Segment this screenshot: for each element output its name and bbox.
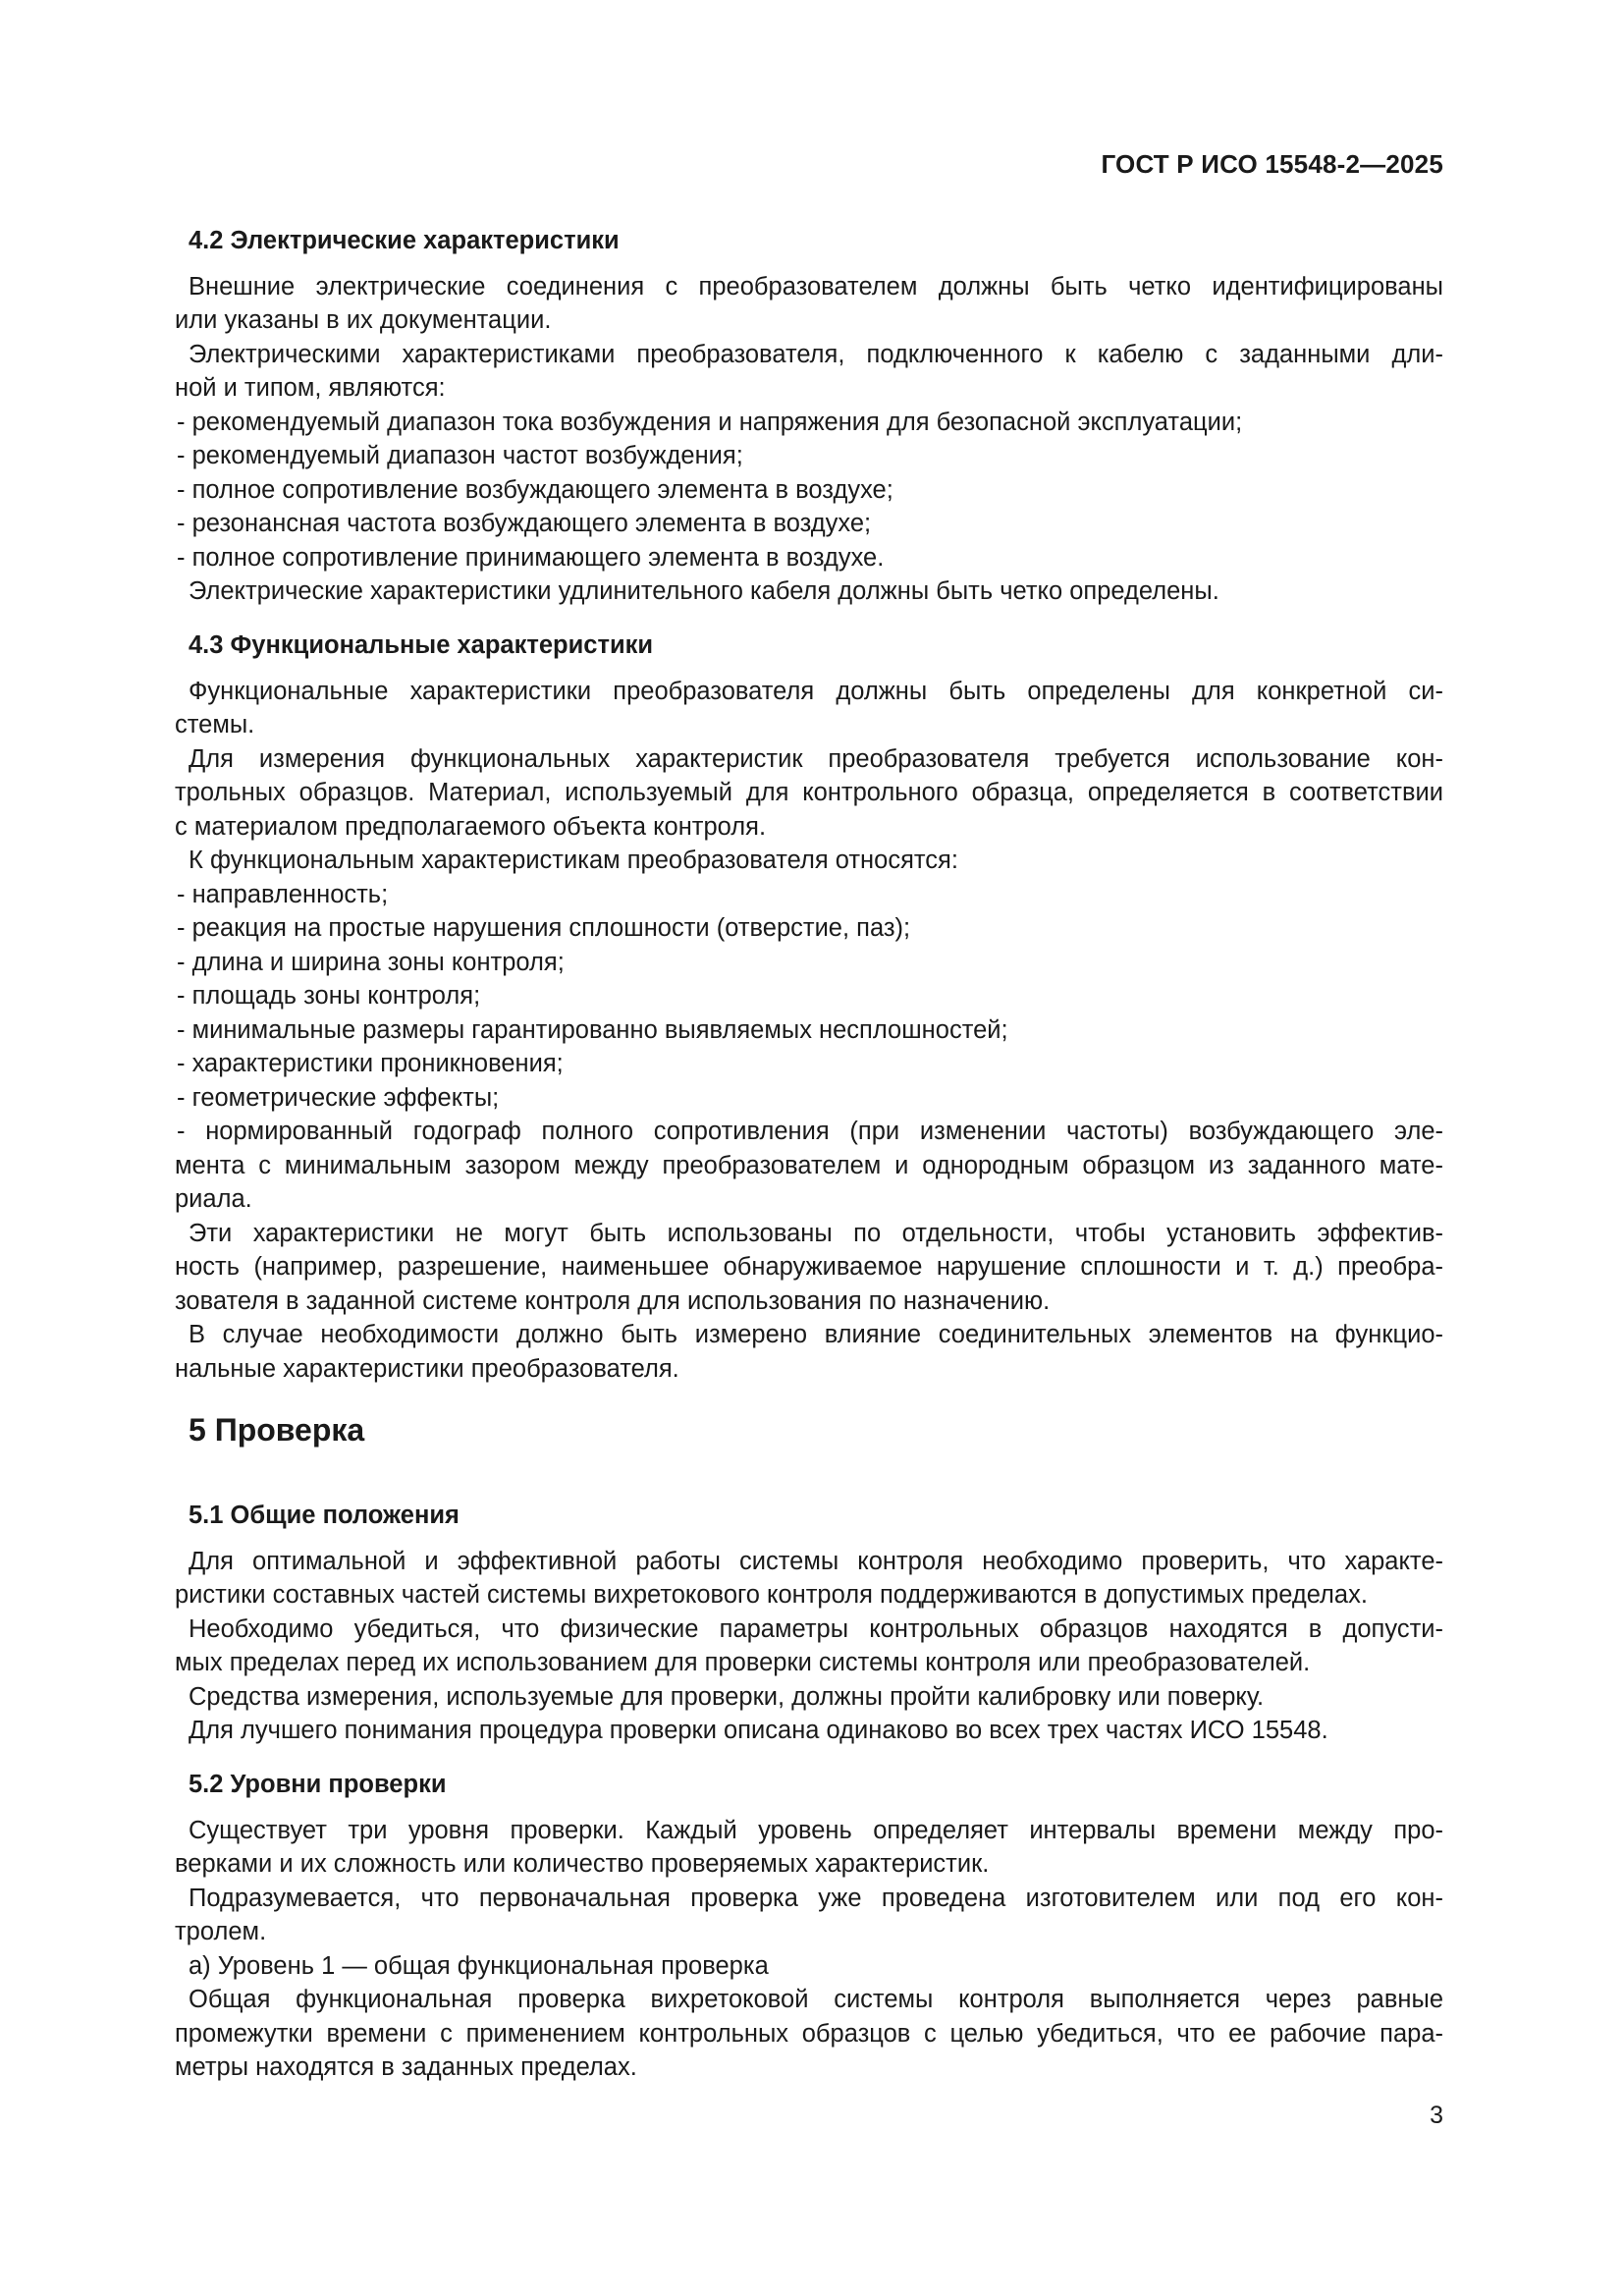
paragraph <box>175 1545 1443 1613</box>
paragraph: Средства измерения, используемые для проверки, должны пройти калибровку или поверку. <box>189 1682 1265 1711</box>
paragraph <box>175 1882 1443 1949</box>
text-line: Для измерения функциональных характеристик преобразователя требуется использование кон- <box>189 744 1443 773</box>
page-number: 3 <box>1430 2102 1443 2129</box>
paragraph <box>175 270 1443 338</box>
list-item: - рекомендуемый диапазон тока возбуждения и напряжения для безопасной эксплуатации; <box>177 408 1243 436</box>
text-line: трольных образцов. Материал, используемый для контрольного образца, определяется в соответствии <box>175 779 1443 806</box>
text-line: нальные характеристики преобразователя. <box>175 1354 679 1383</box>
paragraph <box>175 675 1443 742</box>
text-line: верками и их сложность или количество проверяемых характеристик. <box>175 1850 990 1878</box>
paragraph: а) Уровень 1 — общая функциональная проверка <box>189 1951 769 1980</box>
text-line: мых пределах перед их использованием для проверки системы контроля или преобразователей. <box>175 1649 1311 1676</box>
section-5-2 <box>175 1768 1443 2085</box>
text-line: Внешние электрические соединения с преобразователем должны быть четко идентифицированы <box>189 272 1443 301</box>
list-item: - длина и ширина зоны контроля; <box>177 948 565 976</box>
paragraph: К функциональным характеристикам преобразователя относятся: <box>189 847 958 874</box>
text-line: промежутки времени с применением контрольных образцов с целью убедиться, что ее рабочие пара- <box>175 2019 1443 2048</box>
paragraph <box>175 338 1443 406</box>
paragraph <box>175 1613 1443 1680</box>
text-line: или указаны в их документации. <box>175 306 552 334</box>
paragraph <box>175 1983 1443 2085</box>
text-line: Подразумевается, что первоначальная проверка уже проведена изготовителем или под его кон- <box>189 1884 1443 1912</box>
text-line: Эти характеристики не могут быть использованы по отдельности, чтобы установить эффектив- <box>189 1219 1443 1247</box>
paragraph: Для лучшего понимания процедура проверки описана одинаково во всех трех частях ИСО 15548. <box>189 1717 1328 1744</box>
section-4-3 <box>175 629 1443 1386</box>
list-item: - полное сопротивление возбуждающего элемента в воздухе; <box>177 475 893 504</box>
text-line: Электрическими характеристиками преобразователя, подключенного к кабелю с заданными дли- <box>189 340 1443 368</box>
list-item: - направленность; <box>177 880 389 908</box>
text-line: Общая функциональная проверка вихретоковой системы контроля выполняется через равные <box>189 1986 1443 2013</box>
list-item: - резонансная частота возбуждающего элемента в воздухе; <box>177 510 872 537</box>
section-5 <box>189 1412 1443 1449</box>
text-line: риала. <box>175 1185 252 1213</box>
text-line: ной и типом, являются: <box>175 374 446 402</box>
paragraph <box>175 1217 1443 1319</box>
section-heading: 4.3 Функциональные характеристики <box>189 631 654 659</box>
list-item: - геометрические эффекты; <box>177 1083 500 1112</box>
text-line: ристики составных частей системы вихретокового контроля поддерживаются в допустимых пределах. <box>175 1581 1368 1609</box>
text-line: тролем. <box>175 1918 267 1945</box>
text-line: ность (например, разрешение, наименьшее обнаруживаемое нарушение сплошности и т. д.) преобра- <box>175 1253 1443 1281</box>
text-line: Для оптимальной и эффективной работы системы контроля необходимо проверить, что характе- <box>189 1547 1443 1575</box>
list-item: - минимальные размеры гарантированно выявляемых несплошностей; <box>177 1015 1008 1044</box>
paragraph <box>175 742 1443 845</box>
section-heading: 5.2 Уровни проверки <box>189 1771 447 1798</box>
text-line: Необходимо убедиться, что физические параметры контрольных образцов находятся в допусти- <box>189 1614 1443 1643</box>
chapter-heading: 5 Проверка <box>189 1412 365 1448</box>
section-5-1 <box>175 1499 1443 1748</box>
list <box>177 406 1443 575</box>
list-item <box>177 1115 1443 1217</box>
text-line: В случае необходимости должно быть измерено влияние соединительных элементов на функцио- <box>189 1321 1443 1348</box>
text-line: Функциональные характеристики преобразователя должны быть определены для конкретной си- <box>189 677 1443 705</box>
list <box>177 878 1443 1217</box>
paragraph <box>175 1318 1443 1386</box>
list-item: - полное сопротивление принимающего элемента в воздухе. <box>177 543 885 572</box>
list-item: - реакция на простые нарушения сплошности (отверстие, паз); <box>177 914 911 942</box>
list-item: - рекомендуемый диапазон частот возбуждения; <box>177 442 743 469</box>
paragraph: Электрические характеристики удлинительного кабеля должны быть четко определены. <box>189 577 1219 605</box>
text-line: с материалом предполагаемого объекта контроля. <box>175 812 767 841</box>
paragraph <box>175 1814 1443 1882</box>
text-line: стемы. <box>175 711 255 738</box>
text-line: - нормированный годограф полного сопротивления (при изменении частоты) возбуждающего эле- <box>177 1118 1443 1145</box>
section-heading: 5.1 Общие положения <box>189 1502 460 1529</box>
text-line: метры находятся в заданных пределах. <box>175 2053 637 2081</box>
section-4-2 <box>175 224 1443 609</box>
list-item: - характеристики проникновения; <box>177 1050 564 1077</box>
list-item: - площадь зоны контроля; <box>177 982 481 1010</box>
document-code: ГОСТ Р ИСО 15548-2—2025 <box>1101 149 1443 179</box>
text-line: мента с минимальным зазором между преобразователем и однородным образцом из заданного мате- <box>175 1151 1443 1179</box>
text-line: Существует три уровня проверки. Каждый уровень определяет интервалы времени между про- <box>189 1816 1443 1844</box>
section-heading: 4.2 Электрические характеристики <box>189 227 620 254</box>
text-line: зователя в заданной системе контроля для использования по назначению. <box>175 1286 1051 1315</box>
